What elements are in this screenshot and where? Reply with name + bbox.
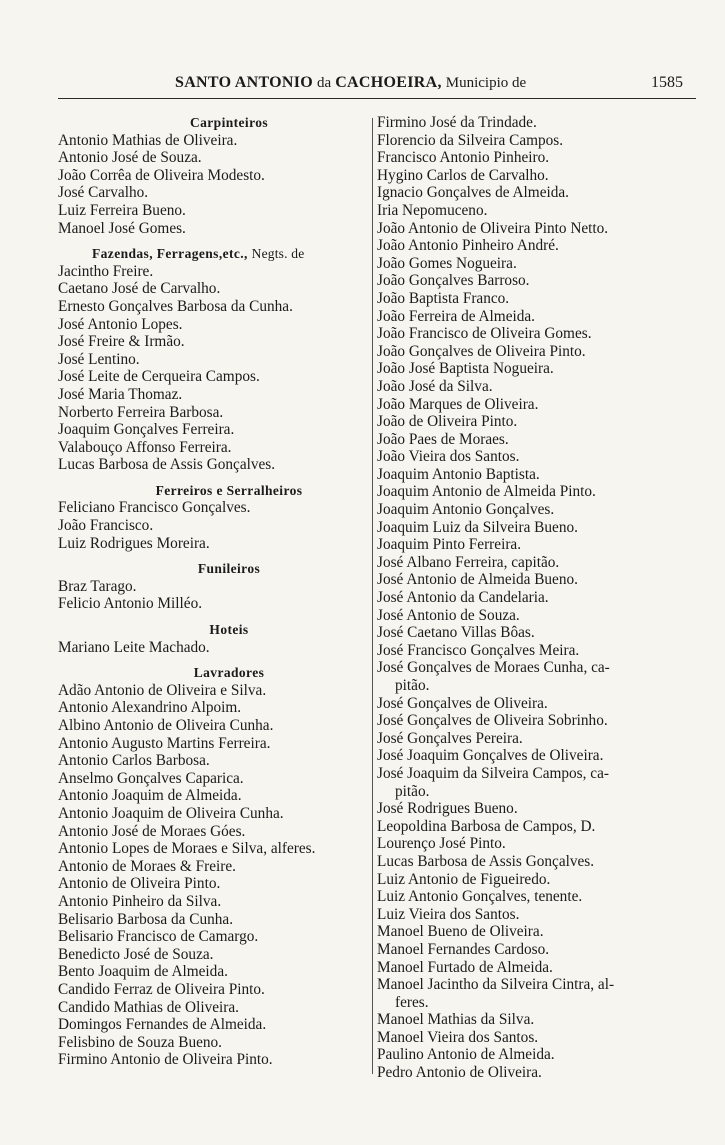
list-item: Luiz Antonio Gonçalves, tenente. bbox=[377, 888, 583, 906]
list-item: José Gonçalves Pereira. bbox=[377, 729, 523, 747]
list-item: Antonio Pinheiro da Silva. bbox=[58, 892, 222, 910]
list-item-continuation: feres. bbox=[395, 993, 429, 1011]
list-item: José Lentino. bbox=[58, 350, 140, 368]
list-item: Lucas Barbosa de Assis Gonçalves. bbox=[377, 852, 595, 870]
list-item: Ernesto Gonçalves Barbosa da Cunha. bbox=[58, 297, 293, 315]
list-item: José Maria Thomaz. bbox=[58, 385, 183, 403]
list-item: Antonio Carlos Barbosa. bbox=[58, 752, 210, 770]
list-item: Valabouço Affonso Ferreira. bbox=[58, 438, 232, 456]
list-item: José Freire & Irmão. bbox=[58, 333, 185, 351]
list-item: Antonio de Moraes & Freire. bbox=[58, 857, 236, 875]
list-item: José Albano Ferreira, capitão. bbox=[377, 553, 560, 571]
list-item: Braz Tarago. bbox=[58, 577, 137, 595]
list-item: Joaquim Antonio de Almeida Pinto. bbox=[377, 483, 596, 501]
list-item: Florencio da Silveira Campos. bbox=[377, 131, 564, 149]
list-item: Luiz Vieira dos Santos. bbox=[377, 905, 520, 923]
list-item: Manoel José Gomes. bbox=[58, 219, 186, 237]
list-item: Iria Nepomuceno. bbox=[377, 201, 488, 219]
list-item: João Francisco. bbox=[58, 517, 154, 535]
list-item: José Antonio Lopes. bbox=[58, 315, 183, 333]
list-item: Manoel Fernandes Cardoso. bbox=[377, 940, 550, 958]
right-column bbox=[377, 114, 669, 1082]
list-item: Hygino Carlos de Carvalho. bbox=[377, 166, 549, 184]
list-item: Joaquim Gonçalves Ferreira. bbox=[58, 421, 235, 439]
running-header bbox=[175, 74, 683, 96]
list-item: Albino Antonio de Oliveira Cunha. bbox=[58, 717, 274, 734]
list-funileiros bbox=[58, 578, 370, 613]
list-item: Felicio Antonio Milléo. bbox=[58, 595, 203, 613]
list-item: Manoel Jacintho da Silveira Cintra, al- bbox=[377, 976, 615, 994]
list-right-4 bbox=[377, 1011, 669, 1081]
fazendas-heading-suffix: Negts. de bbox=[251, 246, 305, 262]
list-item: Joaquim Antonio Gonçalves. bbox=[377, 501, 555, 519]
list-item: José Caetano Villas Bôas. bbox=[377, 624, 535, 642]
list-item: João Ferreira de Almeida. bbox=[377, 307, 536, 325]
fazendas-heading-text: Fazendas, Ferragens,etc., bbox=[92, 246, 248, 262]
list-item: José Gonçalves de Oliveira. bbox=[377, 694, 548, 712]
list-item: José Gonçalves de Moraes Cunha, ca- bbox=[377, 659, 610, 677]
list-item: Firmino Antonio de Oliveira Pinto. bbox=[58, 1051, 273, 1069]
list-item: João Gonçalves de Oliveira Pinto. bbox=[377, 342, 586, 360]
header-title-suffix: Municipio de bbox=[445, 75, 527, 91]
list-item: Domingos Fernandes de Almeida. bbox=[58, 1016, 267, 1034]
list-item: João José Baptista Nogueira. bbox=[377, 360, 554, 378]
list-item: José Gonçalves de Oliveira Sobrinho. bbox=[377, 712, 608, 730]
list-item: João Baptista Franco. bbox=[377, 289, 510, 307]
list-lavradores bbox=[58, 682, 370, 1069]
list-item: Antonio José de Moraes Góes. bbox=[58, 822, 246, 840]
list-item: Jacintho Freire. bbox=[58, 262, 154, 280]
list-item: Ignacio Gonçalves de Almeida. bbox=[377, 184, 569, 202]
list-item: Antonio Joaquim de Oliveira Cunha. bbox=[58, 804, 284, 822]
list-right-2 bbox=[377, 695, 669, 765]
left-column bbox=[58, 114, 370, 1069]
list-item: Antonio Mathias de Oliveira. bbox=[58, 131, 238, 149]
list-item: João Vieira dos Santos. bbox=[377, 448, 520, 466]
list-item: João José da Silva. bbox=[377, 377, 493, 395]
list-item: Feliciano Francisco Gonçalves. bbox=[58, 499, 251, 517]
list-item: Luiz Rodrigues Moreira. bbox=[58, 534, 210, 552]
list-item: Manoel Furtado de Almeida. bbox=[377, 958, 553, 976]
list-item: Antonio de Oliveira Pinto. bbox=[58, 875, 221, 893]
list-item: João Marques de Oliveira. bbox=[377, 395, 539, 413]
list-item: Antonio Lopes de Moraes e Silva, alferes. bbox=[58, 840, 316, 858]
list-item: Francisco Antonio Pinheiro. bbox=[377, 149, 550, 167]
header-title-place: CACHOEIRA, bbox=[335, 74, 442, 91]
list-item: José Francisco Gonçalves Meira. bbox=[377, 641, 580, 659]
list-item: João de Oliveira Pinto. bbox=[377, 413, 518, 431]
list-right-1 bbox=[377, 114, 669, 659]
list-item: Felisbino de Souza Bueno. bbox=[58, 1033, 223, 1051]
list-item: Anselmo Gonçalves Caparica. bbox=[58, 769, 244, 787]
list-right-3 bbox=[377, 800, 669, 976]
list-item: João Antonio Pinheiro André. bbox=[377, 237, 559, 255]
list-item: João Antonio de Oliveira Pinto Netto. bbox=[377, 219, 609, 237]
list-hoteis bbox=[58, 639, 370, 657]
section-heading-ferreiros: Ferreiros e Serralheiros bbox=[155, 482, 303, 498]
list-item: Belisario Barbosa da Cunha. bbox=[58, 910, 234, 928]
list-fazendas bbox=[58, 263, 370, 474]
list-item: José Leite de Cerqueira Campos. bbox=[58, 368, 260, 386]
list-item: João Gomes Nogueira. bbox=[377, 254, 517, 272]
list-item: Pedro Antonio de Oliveira. bbox=[377, 1064, 542, 1082]
list-item: Manoel Bueno de Oliveira. bbox=[377, 923, 544, 941]
list-item: Antonio Joaquim de Almeida. bbox=[58, 787, 242, 805]
list-item: Luiz Ferreira Bueno. bbox=[58, 201, 186, 219]
list-item-continuation: pitão. bbox=[395, 782, 430, 800]
list-item: Norberto Ferreira Barbosa. bbox=[58, 403, 224, 421]
list-item: Candido Mathias de Oliveira. bbox=[58, 998, 239, 1016]
list-item: José Rodrigues Bueno. bbox=[377, 800, 518, 818]
list-item: José Antonio de Almeida Bueno. bbox=[377, 571, 578, 589]
list-item: Mariano Leite Machado. bbox=[58, 638, 210, 656]
header-title-da: da bbox=[317, 75, 332, 91]
header-title-main: SANTO ANTONIO bbox=[175, 74, 314, 91]
section-heading-funileiros: Funileiros bbox=[197, 561, 261, 577]
list-item: Lourenço José Pinto. bbox=[377, 835, 506, 853]
list-item: João Corrêa de Oliveira Modesto. bbox=[58, 166, 265, 184]
list-item: Lucas Barbosa de Assis Gonçalves. bbox=[58, 456, 276, 474]
list-item: João Gonçalves Barroso. bbox=[377, 272, 530, 290]
list-item: Antonio Alexandrino Alpoim. bbox=[58, 699, 242, 717]
list-item-continuation: pitão. bbox=[395, 677, 430, 694]
list-item: Luiz Antonio de Figueiredo. bbox=[377, 870, 551, 888]
list-item: Leopoldina Barbosa de Campos, D. bbox=[377, 817, 596, 835]
column-divider bbox=[372, 118, 373, 1074]
list-item: Candido Ferraz de Oliveira Pinto. bbox=[58, 980, 265, 998]
list-item: João Paes de Moraes. bbox=[377, 430, 509, 448]
header-rule bbox=[58, 98, 696, 99]
list-item: Manoel Vieira dos Santos. bbox=[377, 1028, 539, 1046]
list-item: José Joaquim da Silveira Campos, ca- bbox=[377, 764, 609, 782]
list-item: Antonio Augusto Martins Ferreira. bbox=[58, 734, 271, 752]
list-item: Antonio José de Souza. bbox=[58, 149, 202, 167]
list-item: Adão Antonio de Oliveira e Silva. bbox=[58, 681, 267, 699]
list-item: Belisario Francisco de Camargo. bbox=[58, 928, 259, 946]
list-item: José Carvalho. bbox=[58, 184, 149, 202]
section-heading-carpinteiros: Carpinteiros bbox=[189, 115, 269, 130]
list-item: Manoel Mathias da Silva. bbox=[377, 1011, 535, 1029]
list-item: Bento Joaquim de Almeida. bbox=[58, 963, 228, 981]
list-item: Paulino Antonio de Almeida. bbox=[377, 1046, 555, 1064]
list-item: Joaquim Pinto Ferreira. bbox=[377, 536, 522, 554]
list-carpinteiros bbox=[58, 132, 370, 238]
section-heading-fazendas bbox=[58, 245, 370, 263]
list-item: Joaquim Antonio Baptista. bbox=[377, 465, 540, 483]
list-item: Joaquim Luiz da Silveira Bueno. bbox=[377, 518, 578, 536]
list-item: José Joaquim Gonçalves de Oliveira. bbox=[377, 747, 604, 765]
list-item: João Francisco de Oliveira Gomes. bbox=[377, 325, 592, 343]
list-item: José Antonio de Souza. bbox=[377, 606, 520, 624]
page-number: 1585 bbox=[651, 74, 683, 91]
list-item: Firmino José da Trindade. bbox=[377, 114, 537, 131]
list-item: José Antonio da Candelaria. bbox=[377, 589, 549, 607]
list-item: Benedicto José de Souza. bbox=[58, 945, 214, 963]
list-ferreiros bbox=[58, 499, 370, 552]
list-item: Caetano José de Carvalho. bbox=[58, 280, 221, 298]
section-heading-lavradores: Lavradores bbox=[193, 665, 265, 681]
section-heading-hoteis: Hoteis bbox=[209, 622, 249, 638]
